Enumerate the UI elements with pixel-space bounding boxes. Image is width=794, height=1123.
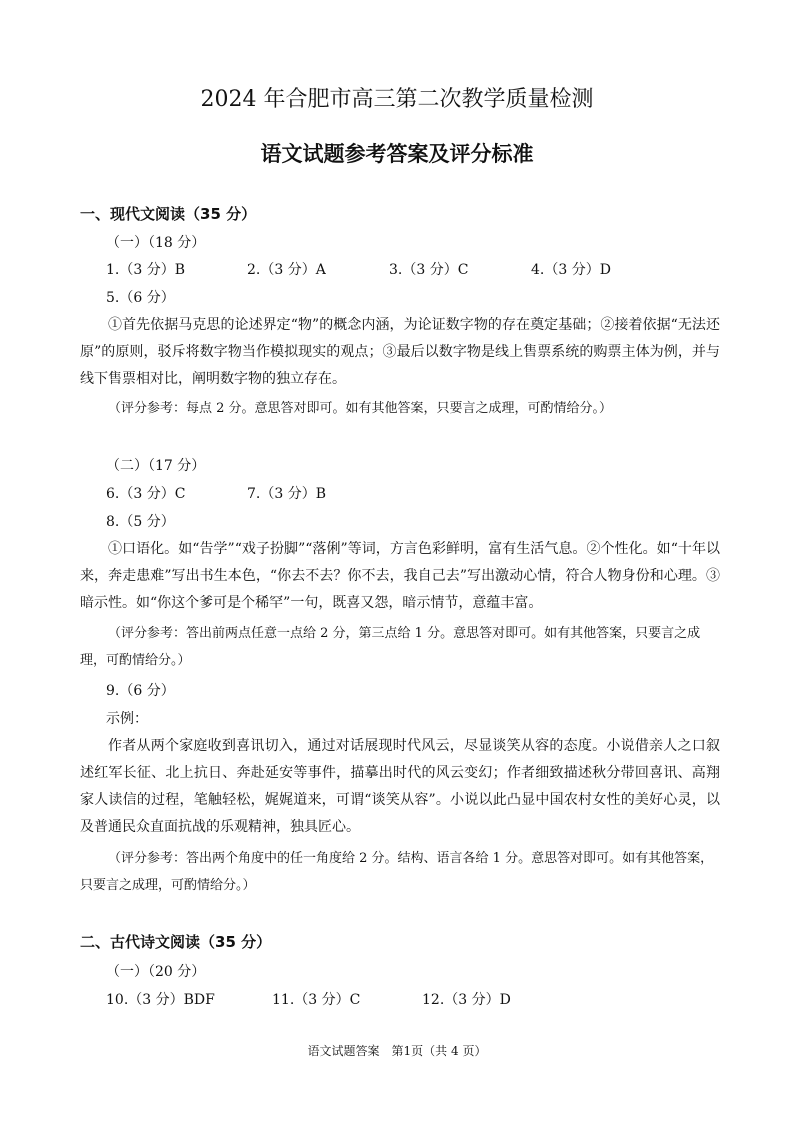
part-heading: （二）（17 分） [106, 458, 206, 474]
answer-item: 12.（3 分）D [422, 992, 511, 1008]
part-heading: （一）（18 分） [106, 235, 206, 251]
answer-item: 2.（3 分）A [247, 262, 326, 278]
part-heading: （一）（20 分） [106, 964, 206, 980]
scoring-note: （评分参考：每点 2 分。意思答对即可。如有其他答案，只要言之成理，可酌情给分。） [108, 401, 613, 416]
answer-item: 4.（3 分）D [531, 262, 611, 278]
section-heading-classical-reading: 二、古代诗文阅读（35 分） [80, 933, 272, 951]
question-label: 5.（6 分） [106, 290, 175, 306]
answer-item: 7.（3 分）B [247, 486, 327, 502]
answer-item: 11.（3 分）C [272, 992, 361, 1008]
document-title: 2024 年合肥市高三第二次教学质量检测 [200, 87, 594, 112]
scoring-note: （评分参考：答出前两点任意一点给 2 分，第三点给 1 分。意思答对即可。如有其他答案，只要言之成理，可酌情给分。） [80, 626, 701, 668]
question-label: 8.（5 分） [106, 514, 175, 530]
answer-item: 6.（3 分）C [106, 486, 186, 502]
scoring-note: （评分参考：答出两个角度中的任一角度给 2 分。结构、语言各给 1 分。意思答对即可。如有其他答案，只要言之成理，可酌情给分。） [80, 851, 714, 893]
answer-paragraph: ①首先依据马克思的论述界定“物”的概念内涵，为论证数字物的存在奠定基础；②接着依据“无法还原”的原则，驳斥将数字物当作模拟现实的观点；③最后以数字物是线上售票系统的购票主体为例，并与线下售票相对比，阐明数字物的独立存在。 [80, 317, 720, 387]
question-label: 9.（6 分） [106, 683, 175, 699]
answer-paragraph: ①口语化。如“告学”“戏子扮脚”“落俐”等词，方言色彩鲜明，富有生活气息。②个性化。如“十年以来，奔走患难”写出书生本色，“你去不去？你不去，我自己去”写出激动心情，符合人物身份和心理。③暗示性。如“你这个爹可是个稀罕”一句，既喜又怨，暗示情节，意蕴丰富。 [80, 541, 720, 611]
page-footer: 语文试题答案 第1页（共 4 页） [307, 1044, 487, 1058]
section-heading-modern-reading: 一、现代文阅读（35 分） [80, 205, 257, 223]
answer-paragraph: 作者从两个家庭收到喜讯切入，通过对话展现时代风云，尽显谈笑从容的态度。小说借亲人之口叙述红军长征、北上抗日、奔赴延安等事件，描摹出时代的风云变幻；作者细致描述秋分带回喜讯、高翔家人读信的过程，笔触轻松，娓娓道来，可谓“谈笑从容”。小说以此凸显中国农村女性的美好心灵，以及普通民众直面抗战的乐观精神，独具匠心。 [80, 738, 720, 835]
document-subtitle: 语文试题参考答案及评分标准 [260, 142, 534, 166]
example-label: 示例： [106, 711, 148, 727]
answer-item: 1.（3 分）B [106, 262, 186, 278]
answer-item: 10.（3 分）BDF [106, 992, 215, 1008]
answer-item: 3.（3 分）C [389, 262, 469, 278]
